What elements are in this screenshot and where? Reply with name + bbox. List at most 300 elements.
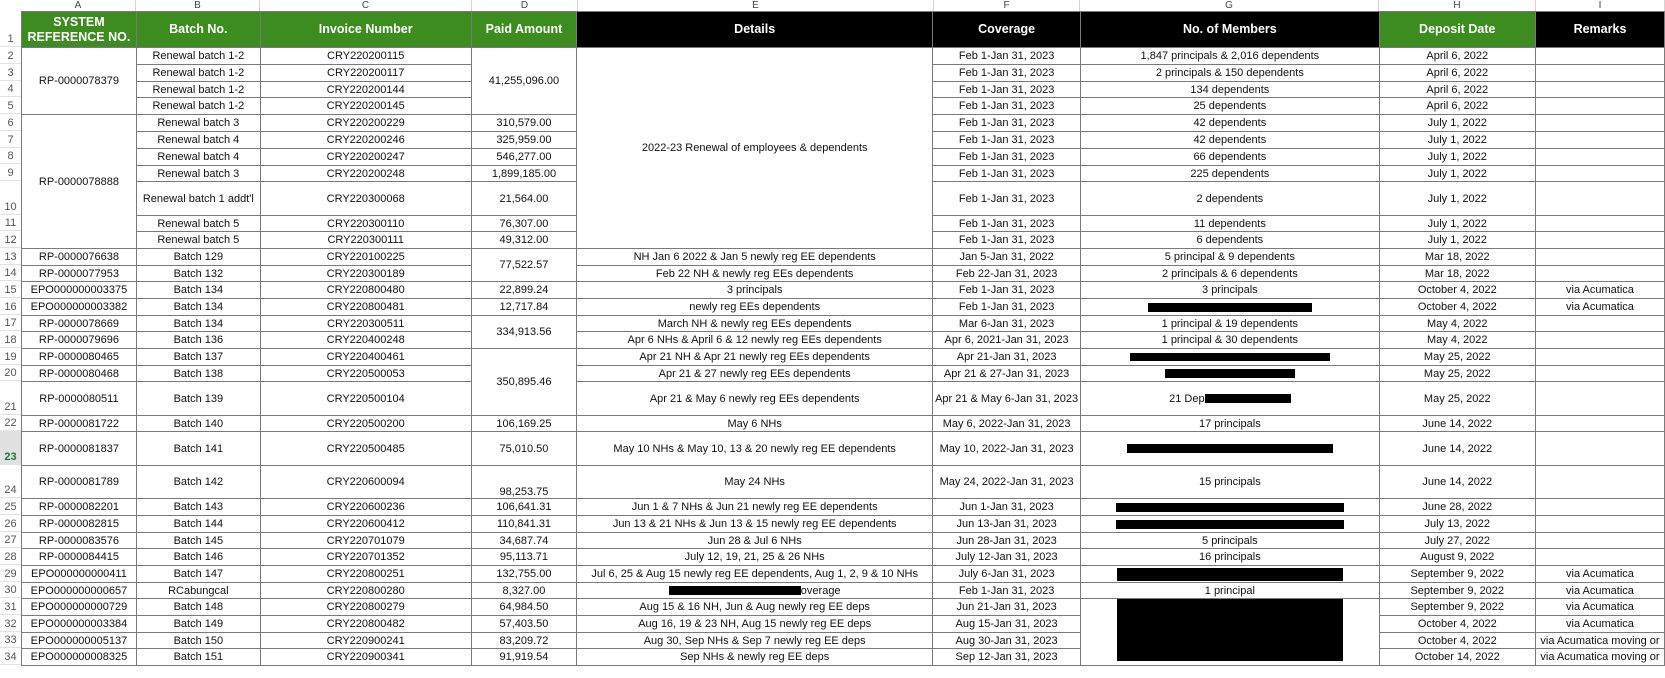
- header-deposit-date[interactable]: Deposit Date: [1379, 12, 1535, 48]
- header-system-reference[interactable]: SYSTEM REFERENCE NO.: [22, 12, 137, 48]
- members-cell-redacted[interactable]: [1081, 349, 1379, 366]
- remarks-cell[interactable]: [1535, 115, 1664, 132]
- header-remarks[interactable]: Remarks: [1535, 12, 1664, 48]
- remarks-cell[interactable]: via Acumatica: [1535, 583, 1664, 599]
- batch-cell[interactable]: Batch 145: [136, 533, 260, 549]
- deposit-date-cell[interactable]: April 6, 2022: [1379, 48, 1535, 65]
- row-number[interactable]: 32: [0, 615, 21, 632]
- members-cell[interactable]: 2 principals & 6 dependents: [1081, 266, 1379, 282]
- details-cell[interactable]: NH Jan 6 2022 & Jan 5 newly reg EE dependents: [577, 249, 933, 266]
- coverage-cell[interactable]: Feb 1-Jan 31, 2023: [933, 48, 1081, 65]
- details-cell[interactable]: Jun 28 & Jul 6 NHs: [577, 533, 933, 549]
- batch-cell[interactable]: Batch 150: [136, 633, 260, 649]
- row-number[interactable]: 24: [0, 465, 21, 498]
- row-number[interactable]: 17: [0, 315, 21, 331]
- system-reference-cell[interactable]: RP-0000080511: [22, 382, 137, 416]
- remarks-cell[interactable]: [1535, 466, 1664, 499]
- system-reference-cell[interactable]: RP-0000082815: [22, 516, 137, 533]
- row-number[interactable]: 13: [0, 248, 21, 265]
- coverage-cell[interactable]: Feb 1-Jan 31, 2023: [933, 82, 1081, 98]
- column-letter[interactable]: C: [260, 0, 472, 11]
- members-cell-redacted[interactable]: [1081, 566, 1379, 583]
- paid-amount-cell[interactable]: 334,913.56: [471, 316, 577, 349]
- invoice-cell[interactable]: CRY220400248: [260, 332, 471, 349]
- remarks-cell[interactable]: [1535, 182, 1664, 216]
- invoice-cell[interactable]: CRY220600412: [260, 516, 471, 533]
- system-reference-cell[interactable]: RP-0000083576: [22, 533, 137, 549]
- deposit-date-cell[interactable]: October 4, 2022: [1379, 616, 1535, 633]
- coverage-cell[interactable]: Feb 1-Jan 31, 2023: [933, 232, 1081, 249]
- invoice-cell[interactable]: CRY220300189: [260, 266, 471, 282]
- details-cell[interactable]: 3 principals: [577, 282, 933, 299]
- batch-cell[interactable]: Batch 129: [136, 249, 260, 266]
- details-cell[interactable]: Apr 21 NH & Apr 21 newly reg EEs dependents: [577, 349, 933, 366]
- remarks-cell[interactable]: via Acumatica: [1535, 282, 1664, 299]
- row-number[interactable]: 20: [0, 365, 21, 381]
- system-reference-cell[interactable]: RP-0000078379: [22, 48, 137, 115]
- remarks-cell[interactable]: [1535, 249, 1664, 266]
- remarks-cell[interactable]: [1535, 266, 1664, 282]
- batch-cell[interactable]: Batch 146: [136, 549, 260, 566]
- paid-amount-cell[interactable]: 106,169.25: [471, 416, 577, 432]
- remarks-cell[interactable]: via Acumatica: [1535, 299, 1664, 316]
- members-cell[interactable]: 1 principal & 30 dependents: [1081, 332, 1379, 349]
- row-number[interactable]: 5: [0, 97, 21, 114]
- row-number-active[interactable]: 23: [0, 431, 21, 465]
- paid-amount-cell[interactable]: 77,522.57: [471, 249, 577, 282]
- paid-amount-cell[interactable]: 1,899,185.00: [471, 166, 577, 182]
- members-cell[interactable]: 134 dependents: [1081, 82, 1379, 98]
- members-cell[interactable]: 2 dependents: [1081, 182, 1379, 216]
- invoice-cell[interactable]: CRY220200115: [260, 48, 471, 65]
- deposit-date-cell[interactable]: April 6, 2022: [1379, 98, 1535, 115]
- members-cell[interactable]: 5 principal & 9 dependents: [1081, 249, 1379, 266]
- coverage-cell[interactable]: Aug 15-Jan 31, 2023: [933, 616, 1081, 633]
- details-cell[interactable]: Sep NHs & newly reg EE deps: [577, 649, 933, 666]
- details-cell[interactable]: May 6 NHs: [577, 416, 933, 432]
- invoice-cell[interactable]: CRY220200246: [260, 132, 471, 149]
- remarks-cell[interactable]: [1535, 416, 1664, 432]
- coverage-cell[interactable]: Feb 22-Jan 31, 2023: [933, 266, 1081, 282]
- coverage-cell[interactable]: July 6-Jan 31, 2023: [933, 566, 1081, 583]
- row-number[interactable]: 25: [0, 498, 21, 515]
- row-number[interactable]: 7: [0, 131, 21, 148]
- coverage-cell[interactable]: Jun 1-Jan 31, 2023: [933, 499, 1081, 516]
- batch-cell[interactable]: Renewal batch 5: [136, 216, 260, 232]
- details-cell[interactable]: Aug 15 & 16 NH, Jun & Aug newly reg EE deps: [577, 599, 933, 616]
- remarks-cell[interactable]: [1535, 549, 1664, 566]
- deposit-date-cell[interactable]: Mar 18, 2022: [1379, 266, 1535, 282]
- system-reference-cell[interactable]: EPO000000003375: [22, 282, 137, 299]
- coverage-cell[interactable]: Apr 6, 2021-Jan 31, 2023: [933, 332, 1081, 349]
- system-reference-cell[interactable]: EPO000000008325: [22, 649, 137, 666]
- coverage-cell[interactable]: Mar 6-Jan 31, 2023: [933, 316, 1081, 332]
- invoice-cell[interactable]: CRY220800251: [260, 566, 471, 583]
- invoice-cell[interactable]: CRY220500485: [260, 432, 471, 466]
- column-letter[interactable]: B: [136, 0, 260, 11]
- header-coverage[interactable]: Coverage: [933, 12, 1081, 48]
- coverage-cell[interactable]: Jun 28-Jan 31, 2023: [933, 533, 1081, 549]
- column-letter[interactable]: H: [1379, 0, 1536, 11]
- batch-cell[interactable]: Renewal batch 3: [136, 115, 260, 132]
- remarks-cell[interactable]: [1535, 499, 1664, 516]
- members-cell[interactable]: 11 dependents: [1081, 216, 1379, 232]
- batch-cell[interactable]: Batch 148: [136, 599, 260, 616]
- invoice-cell[interactable]: CRY220300511: [260, 316, 471, 332]
- paid-amount-cell[interactable]: 64,984.50: [471, 599, 577, 616]
- invoice-cell[interactable]: CRY220600236: [260, 499, 471, 516]
- members-cell-redacted[interactable]: [1081, 516, 1379, 533]
- paid-amount-cell[interactable]: 41,255,096.00: [471, 48, 577, 115]
- coverage-cell[interactable]: Feb 1-Jan 31, 2023: [933, 282, 1081, 299]
- remarks-cell[interactable]: via Acumatica moving or: [1535, 633, 1664, 649]
- coverage-cell[interactable]: Jun 21-Jan 31, 2023: [933, 599, 1081, 616]
- row-number[interactable]: 18: [0, 331, 21, 348]
- members-cell[interactable]: 42 dependents: [1081, 115, 1379, 132]
- coverage-cell[interactable]: Sep 12-Jan 31, 2023: [933, 649, 1081, 666]
- members-cell[interactable]: 6 dependents: [1081, 232, 1379, 249]
- coverage-cell[interactable]: Feb 1-Jan 31, 2023: [933, 216, 1081, 232]
- remarks-cell[interactable]: [1535, 316, 1664, 332]
- details-cell[interactable]: May 24 NHs: [577, 466, 933, 499]
- remarks-cell[interactable]: via Acumatica: [1535, 566, 1664, 583]
- batch-cell[interactable]: Batch 143: [136, 499, 260, 516]
- system-reference-cell[interactable]: EPO000000000729: [22, 599, 137, 616]
- invoice-cell[interactable]: CRY220600094: [260, 466, 471, 499]
- header-paid-amount[interactable]: Paid Amount: [471, 12, 577, 48]
- paid-amount-cell[interactable]: 350,895.46: [471, 349, 577, 416]
- paid-amount-cell[interactable]: 83,209.72: [471, 633, 577, 649]
- paid-amount-cell[interactable]: 76,307.00: [471, 216, 577, 232]
- remarks-cell[interactable]: [1535, 332, 1664, 349]
- members-cell[interactable]: 66 dependents: [1081, 149, 1379, 166]
- paid-amount-cell[interactable]: 12,717.84: [471, 299, 577, 316]
- invoice-cell[interactable]: CRY220701079: [260, 533, 471, 549]
- column-letter[interactable]: I: [1536, 0, 1665, 11]
- invoice-cell[interactable]: CRY220300111: [260, 232, 471, 249]
- batch-cell[interactable]: Batch 137: [136, 349, 260, 366]
- deposit-date-cell[interactable]: July 27, 2022: [1379, 533, 1535, 549]
- members-cell-redacted[interactable]: [1081, 499, 1379, 516]
- row-number[interactable]: 31: [0, 598, 21, 615]
- coverage-cell[interactable]: Feb 1-Jan 31, 2023: [933, 65, 1081, 82]
- paid-amount-cell[interactable]: 22,899.24: [471, 282, 577, 299]
- invoice-cell[interactable]: CRY220800482: [260, 616, 471, 633]
- details-cell[interactable]: Jun 1 & 7 NHs & Jun 21 newly reg EE dependents: [577, 499, 933, 516]
- remarks-cell[interactable]: [1535, 432, 1664, 466]
- row-number[interactable]: 6: [0, 114, 21, 131]
- coverage-cell[interactable]: Jun 13-Jan 31, 2023: [933, 516, 1081, 533]
- details-cell[interactable]: Apr 21 & May 6 newly reg EEs dependents: [577, 382, 933, 416]
- coverage-cell[interactable]: Feb 1-Jan 31, 2023: [933, 182, 1081, 216]
- paid-amount-cell[interactable]: 34,687.74: [471, 533, 577, 549]
- coverage-cell[interactable]: Feb 1-Jan 31, 2023: [933, 115, 1081, 132]
- members-cell[interactable]: 16 principals: [1081, 549, 1379, 566]
- batch-cell[interactable]: Batch 149: [136, 616, 260, 633]
- column-letter[interactable]: G: [1080, 0, 1379, 11]
- batch-cell[interactable]: Renewal batch 4: [136, 149, 260, 166]
- deposit-date-cell[interactable]: July 1, 2022: [1379, 182, 1535, 216]
- coverage-cell[interactable]: May 24, 2022-Jan 31, 2023: [933, 466, 1081, 499]
- invoice-cell[interactable]: CRY220200248: [260, 166, 471, 182]
- paid-amount-cell[interactable]: 75,010.50: [471, 432, 577, 466]
- members-cell[interactable]: 5 principals: [1081, 533, 1379, 549]
- batch-cell[interactable]: Batch 147: [136, 566, 260, 583]
- deposit-date-cell[interactable]: July 1, 2022: [1379, 149, 1535, 166]
- details-cell[interactable]: Apr 21 & 27 newly reg EEs dependents: [577, 366, 933, 382]
- details-cell[interactable]: Aug 30, Sep NHs & Sep 7 newly reg EE deps: [577, 633, 933, 649]
- row-number[interactable]: 33: [0, 632, 21, 648]
- members-cell[interactable]: 17 principals: [1081, 416, 1379, 432]
- deposit-date-cell[interactable]: July 1, 2022: [1379, 132, 1535, 149]
- paid-amount-cell[interactable]: 95,113.71: [471, 549, 577, 566]
- system-reference-cell[interactable]: EPO000000000411: [22, 566, 137, 583]
- column-letter[interactable]: A: [21, 0, 136, 11]
- row-number[interactable]: 4: [0, 81, 21, 97]
- remarks-cell[interactable]: [1535, 166, 1664, 182]
- remarks-cell[interactable]: [1535, 382, 1664, 416]
- details-cell[interactable]: Aug 16, 19 & 23 NH, Aug 15 newly reg EE deps: [577, 616, 933, 633]
- row-number[interactable]: 11: [0, 215, 21, 231]
- row-number[interactable]: 22: [0, 415, 21, 431]
- deposit-date-cell[interactable]: May 4, 2022: [1379, 332, 1535, 349]
- row-number[interactable]: 15: [0, 281, 21, 298]
- remarks-cell[interactable]: [1535, 232, 1664, 249]
- system-reference-cell[interactable]: RP-0000077953: [22, 266, 137, 282]
- batch-cell[interactable]: Renewal batch 4: [136, 132, 260, 149]
- header-invoice-number[interactable]: Invoice Number: [260, 12, 471, 48]
- row-number[interactable]: 27: [0, 532, 21, 548]
- details-cell[interactable]: Apr 6 NHs & April 6 & 12 newly reg EEs dependents: [577, 332, 933, 349]
- coverage-cell[interactable]: Feb 1-Jan 31, 2023: [933, 583, 1081, 599]
- deposit-date-cell[interactable]: June 28, 2022: [1379, 499, 1535, 516]
- remarks-cell[interactable]: [1535, 98, 1664, 115]
- row-number[interactable]: 26: [0, 515, 21, 532]
- members-cell[interactable]: 25 dependents: [1081, 98, 1379, 115]
- deposit-date-cell[interactable]: May 25, 2022: [1379, 366, 1535, 382]
- coverage-cell[interactable]: Aug 30-Jan 31, 2023: [933, 633, 1081, 649]
- members-cell-redacted[interactable]: [1081, 299, 1379, 316]
- system-reference-cell[interactable]: RP-0000081837: [22, 432, 137, 466]
- members-cell[interactable]: 225 dependents: [1081, 166, 1379, 182]
- deposit-date-cell[interactable]: September 9, 2022: [1379, 599, 1535, 616]
- batch-cell[interactable]: Batch 132: [136, 266, 260, 282]
- details-cell[interactable]: newly reg EEs dependents: [577, 299, 933, 316]
- column-letter[interactable]: E: [578, 0, 934, 11]
- remarks-cell[interactable]: via Acumatica: [1535, 616, 1664, 633]
- system-reference-cell[interactable]: RP-0000076638: [22, 249, 137, 266]
- paid-amount-cell[interactable]: 106,641.31: [471, 499, 577, 516]
- system-reference-cell[interactable]: RP-0000082201: [22, 499, 137, 516]
- row-number[interactable]: 3: [0, 64, 21, 81]
- deposit-date-cell[interactable]: September 9, 2022: [1379, 583, 1535, 599]
- row-number[interactable]: 2: [0, 47, 21, 64]
- paid-amount-cell[interactable]: 325,959.00: [471, 132, 577, 149]
- row-number[interactable]: 28: [0, 548, 21, 565]
- system-reference-cell[interactable]: RP-0000081722: [22, 416, 137, 432]
- coverage-cell[interactable]: Feb 1-Jan 31, 2023: [933, 166, 1081, 182]
- remarks-cell[interactable]: [1535, 132, 1664, 149]
- batch-cell[interactable]: Batch 141: [136, 432, 260, 466]
- invoice-cell[interactable]: CRY220300068: [260, 182, 471, 216]
- deposit-date-cell[interactable]: July 1, 2022: [1379, 216, 1535, 232]
- deposit-date-cell[interactable]: July 1, 2022: [1379, 115, 1535, 132]
- coverage-cell[interactable]: Feb 1-Jan 31, 2023: [933, 132, 1081, 149]
- deposit-date-cell[interactable]: October 14, 2022: [1379, 649, 1535, 666]
- row-number[interactable]: 30: [0, 582, 21, 598]
- row-number[interactable]: 34: [0, 648, 21, 665]
- row-number[interactable]: 14: [0, 265, 21, 281]
- details-cell[interactable]: May 10 NHs & May 10, 13 & 20 newly reg EE dependents: [577, 432, 933, 466]
- invoice-cell[interactable]: CRY220200247: [260, 149, 471, 166]
- batch-cell[interactable]: Renewal batch 1-2: [136, 48, 260, 65]
- invoice-cell[interactable]: CRY220500104: [260, 382, 471, 416]
- members-cell-redacted[interactable]: [1081, 432, 1379, 466]
- remarks-cell[interactable]: [1535, 149, 1664, 166]
- batch-cell[interactable]: Batch 144: [136, 516, 260, 533]
- coverage-cell[interactable]: May 6, 2022-Jan 31, 2023: [933, 416, 1081, 432]
- members-cell[interactable]: 15 principals: [1081, 466, 1379, 499]
- paid-amount-cell[interactable]: 546,277.00: [471, 149, 577, 166]
- deposit-date-cell[interactable]: September 9, 2022: [1379, 566, 1535, 583]
- remarks-cell[interactable]: [1535, 516, 1664, 533]
- members-cell[interactable]: 2 principals & 150 dependents: [1081, 65, 1379, 82]
- paid-amount-cell[interactable]: 310,579.00: [471, 115, 577, 132]
- invoice-cell[interactable]: CRY220500053: [260, 366, 471, 382]
- batch-cell[interactable]: Renewal batch 1-2: [136, 65, 260, 82]
- invoice-cell[interactable]: CRY220500200: [260, 416, 471, 432]
- batch-cell[interactable]: Batch 136: [136, 332, 260, 349]
- deposit-date-cell[interactable]: July 13, 2022: [1379, 516, 1535, 533]
- batch-cell[interactable]: Batch 134: [136, 299, 260, 316]
- paid-amount-cell[interactable]: 91,919.54: [471, 649, 577, 666]
- deposit-date-cell[interactable]: July 1, 2022: [1379, 232, 1535, 249]
- column-letter[interactable]: D: [472, 0, 578, 11]
- coverage-cell[interactable]: Apr 21 & May 6-Jan 31, 2023: [933, 382, 1081, 416]
- batch-cell[interactable]: Batch 134: [136, 316, 260, 332]
- batch-cell[interactable]: Batch 139: [136, 382, 260, 416]
- coverage-cell[interactable]: Feb 1-Jan 31, 2023: [933, 98, 1081, 115]
- remarks-cell[interactable]: [1535, 65, 1664, 82]
- deposit-date-cell[interactable]: October 4, 2022: [1379, 633, 1535, 649]
- paid-amount-cell[interactable]: 21,564.00: [471, 182, 577, 216]
- row-number[interactable]: 9: [0, 164, 21, 181]
- system-reference-cell[interactable]: EPO000000003384: [22, 616, 137, 633]
- invoice-cell[interactable]: CRY220200117: [260, 65, 471, 82]
- invoice-cell[interactable]: CRY220400461: [260, 349, 471, 366]
- coverage-cell[interactable]: Apr 21-Jan 31, 2023: [933, 349, 1081, 366]
- invoice-cell[interactable]: CRY220300110: [260, 216, 471, 232]
- invoice-cell[interactable]: CRY220900341: [260, 649, 471, 666]
- system-reference-cell[interactable]: RP-0000084415: [22, 549, 137, 566]
- invoice-cell[interactable]: CRY220701352: [260, 549, 471, 566]
- deposit-date-cell[interactable]: April 6, 2022: [1379, 65, 1535, 82]
- invoice-cell[interactable]: CRY220800280: [260, 583, 471, 599]
- members-cell[interactable]: 42 dependents: [1081, 132, 1379, 149]
- batch-cell[interactable]: Batch 140: [136, 416, 260, 432]
- remarks-cell[interactable]: [1535, 216, 1664, 232]
- row-number[interactable]: 19: [0, 348, 21, 365]
- paid-amount-cell[interactable]: 49,312.00: [471, 232, 577, 249]
- members-cell[interactable]: 3 principals: [1081, 282, 1379, 299]
- paid-amount-cell[interactable]: 98,253.75: [471, 466, 577, 499]
- invoice-cell[interactable]: CRY220200229: [260, 115, 471, 132]
- coverage-cell[interactable]: May 10, 2022-Jan 31, 2023: [933, 432, 1081, 466]
- remarks-cell[interactable]: [1535, 48, 1664, 65]
- details-cell-partly-redacted[interactable]: [577, 583, 933, 599]
- details-cell[interactable]: Jul 6, 25 & Aug 15 newly reg EE dependents, Aug 1, 2, 9 & 10 NHs: [577, 566, 933, 583]
- coverage-cell[interactable]: Jan 5-Jan 31, 2022: [933, 249, 1081, 266]
- batch-cell[interactable]: Renewal batch 5: [136, 232, 260, 249]
- header-batch-no[interactable]: Batch No.: [136, 12, 260, 48]
- remarks-cell[interactable]: [1535, 533, 1664, 549]
- batch-cell[interactable]: Renewal batch 1-2: [136, 98, 260, 115]
- system-reference-cell[interactable]: RP-0000078669: [22, 316, 137, 332]
- header-no-of-members[interactable]: No. of Members: [1081, 12, 1379, 48]
- deposit-date-cell[interactable]: June 14, 2022: [1379, 466, 1535, 499]
- system-reference-cell[interactable]: RP-0000080465: [22, 349, 137, 366]
- system-reference-cell[interactable]: EPO000000003382: [22, 299, 137, 316]
- deposit-date-cell[interactable]: October 4, 2022: [1379, 282, 1535, 299]
- row-number[interactable]: 1: [0, 11, 21, 47]
- deposit-date-cell[interactable]: May 25, 2022: [1379, 382, 1535, 416]
- details-cell[interactable]: Feb 22 NH & newly reg EEs dependents: [577, 266, 933, 282]
- row-number[interactable]: 8: [0, 148, 21, 164]
- system-reference-cell[interactable]: RP-0000081789: [22, 466, 137, 499]
- details-cell[interactable]: Jun 13 & 21 NHs & Jun 13 & 15 newly reg EE dependents: [577, 516, 933, 533]
- deposit-date-cell[interactable]: May 4, 2022: [1379, 316, 1535, 332]
- members-cell-partly-redacted[interactable]: [1081, 382, 1379, 416]
- invoice-cell[interactable]: CRY220100225: [260, 249, 471, 266]
- coverage-cell[interactable]: Apr 21 & 27-Jan 31, 2023: [933, 366, 1081, 382]
- batch-cell[interactable]: Renewal batch 1-2: [136, 82, 260, 98]
- row-number[interactable]: 10: [0, 181, 21, 215]
- system-reference-cell[interactable]: RP-0000080468: [22, 366, 137, 382]
- details-cell[interactable]: 2022-23 Renewal of employees & dependents: [577, 48, 933, 249]
- members-cell-redacted[interactable]: [1081, 599, 1379, 666]
- batch-cell[interactable]: Renewal batch 1 addt'l: [136, 182, 260, 216]
- members-cell[interactable]: 1,847 principals & 2,016 dependents: [1081, 48, 1379, 65]
- remarks-cell[interactable]: via Acumatica: [1535, 599, 1664, 616]
- invoice-cell[interactable]: CRY220800279: [260, 599, 471, 616]
- system-reference-cell[interactable]: RP-0000078888: [22, 115, 137, 249]
- row-number[interactable]: 29: [0, 565, 21, 582]
- paid-amount-cell[interactable]: 132,755.00: [471, 566, 577, 583]
- batch-cell[interactable]: Renewal batch 3: [136, 166, 260, 182]
- system-reference-cell[interactable]: EPO000000005137: [22, 633, 137, 649]
- invoice-cell[interactable]: CRY220200144: [260, 82, 471, 98]
- header-details[interactable]: Details: [577, 12, 933, 48]
- deposit-date-cell[interactable]: Mar 18, 2022: [1379, 249, 1535, 266]
- batch-cell[interactable]: Batch 134: [136, 282, 260, 299]
- system-reference-cell[interactable]: RP-0000079696: [22, 332, 137, 349]
- invoice-cell[interactable]: CRY220800480: [260, 282, 471, 299]
- invoice-cell[interactable]: CRY220900241: [260, 633, 471, 649]
- remarks-cell[interactable]: [1535, 82, 1664, 98]
- column-letter[interactable]: F: [934, 0, 1080, 11]
- deposit-date-cell[interactable]: May 25, 2022: [1379, 349, 1535, 366]
- remarks-cell[interactable]: [1535, 366, 1664, 382]
- members-cell[interactable]: 1 principal & 19 dependents: [1081, 316, 1379, 332]
- deposit-date-cell[interactable]: April 6, 2022: [1379, 82, 1535, 98]
- paid-amount-cell[interactable]: 8,327.00: [471, 583, 577, 599]
- batch-cell[interactable]: RCabungcal: [136, 583, 260, 599]
- coverage-cell[interactable]: July 12-Jan 31, 2023: [933, 549, 1081, 566]
- row-number[interactable]: 16: [0, 298, 21, 315]
- coverage-cell[interactable]: Feb 1-Jan 31, 2023: [933, 149, 1081, 166]
- row-number[interactable]: 12: [0, 231, 21, 248]
- paid-amount-cell[interactable]: 110,841.31: [471, 516, 577, 533]
